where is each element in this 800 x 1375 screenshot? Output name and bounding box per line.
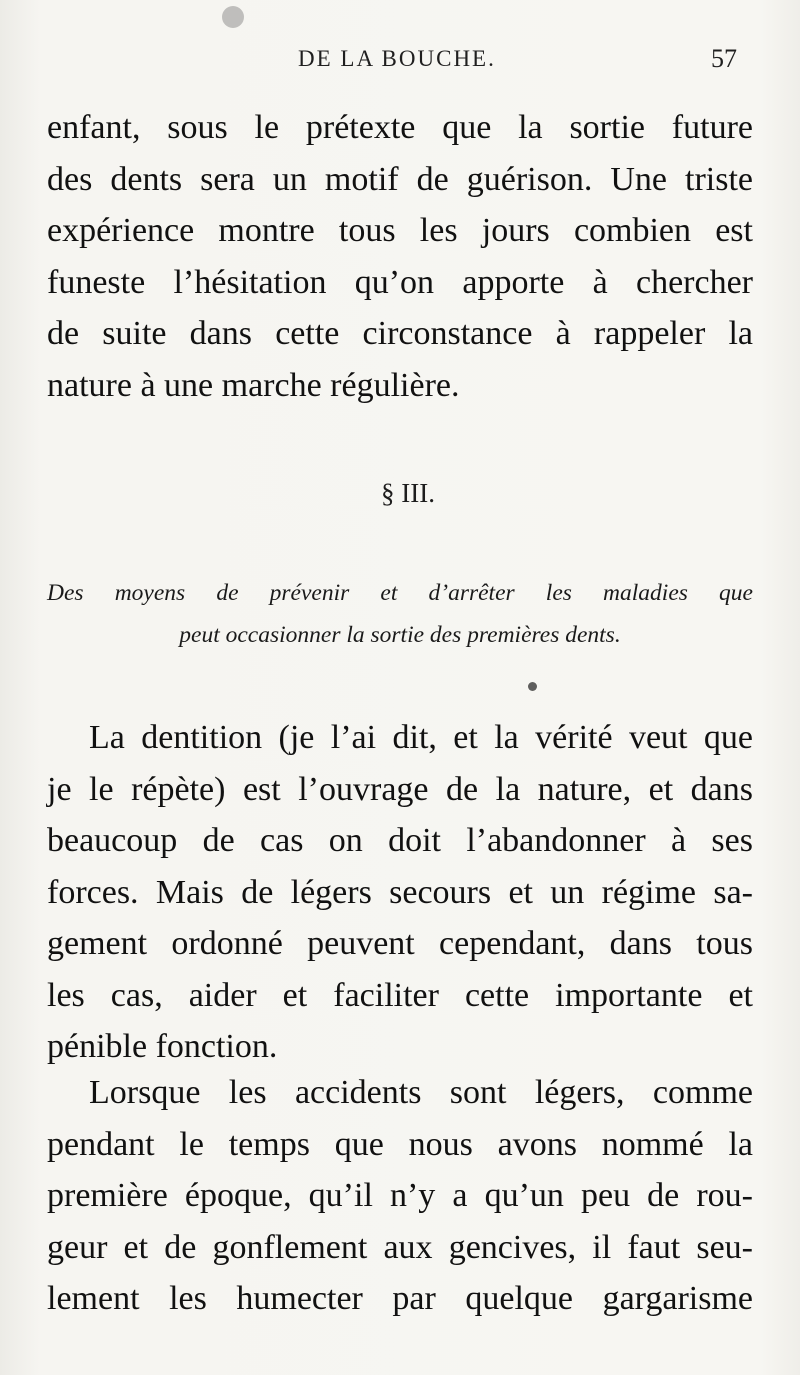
text-line: les cas, aider et faciliter cette importante et [47, 976, 753, 1014]
section-title-line: peut occasionner la sortie des premières dents. [179, 622, 621, 648]
section-number: § III. [381, 478, 435, 508]
text-line: première époque, qu’il n’y a qu’un peu de rou- [47, 1177, 753, 1214]
text-line: gement ordonné peuvent cependant, dans tous [47, 925, 753, 962]
page-header [0, 38, 800, 78]
section-title-line: Des moyens de prévenir et d’arrêter les maladies que [47, 580, 753, 606]
text-line: funeste l’hésitation qu’on apporte à chercher [47, 263, 753, 301]
paragraph [47, 1067, 753, 1325]
text-line: geur et de gonflement aux gencives, il faut seu- [47, 1228, 753, 1266]
text-line: La dentition (je l’ai dit, et la vérité veut que [89, 719, 753, 756]
text-line: des dents sera un motif de guérison. Une triste [47, 160, 753, 198]
text-line: de suite dans cette circonstance à rappeler la [47, 315, 753, 352]
text-line: forces. Mais de légers secours et un régime sa- [47, 873, 753, 911]
text-line: pendant le temps que nous avons nommé la [47, 1125, 753, 1163]
text-line: Lorsque les accidents sont légers, comme [89, 1074, 753, 1111]
text-line: nature à une marche régulière. [47, 366, 460, 404]
ink-smudge [222, 6, 244, 28]
running-title: DE LA BOUCHE. [298, 46, 496, 71]
ink-speck [528, 682, 537, 691]
section-title [47, 572, 753, 656]
text-line: expérience montre tous les jours combien est [47, 212, 753, 249]
text-line: beaucoup de cas on doit l’abandonner à ses [47, 822, 753, 859]
page-number: 57 [711, 44, 737, 73]
text-line: lement les humecter par quelque gargarisme [47, 1280, 753, 1317]
text-line: enfant, sous le prétexte que la sortie future [47, 109, 753, 146]
text-line: pénible fonction. [47, 1028, 278, 1065]
paragraph [47, 712, 753, 1073]
paragraph-continued [47, 102, 753, 411]
text-line: je le répète) est l’ouvrage de la nature, et dans [47, 770, 753, 808]
